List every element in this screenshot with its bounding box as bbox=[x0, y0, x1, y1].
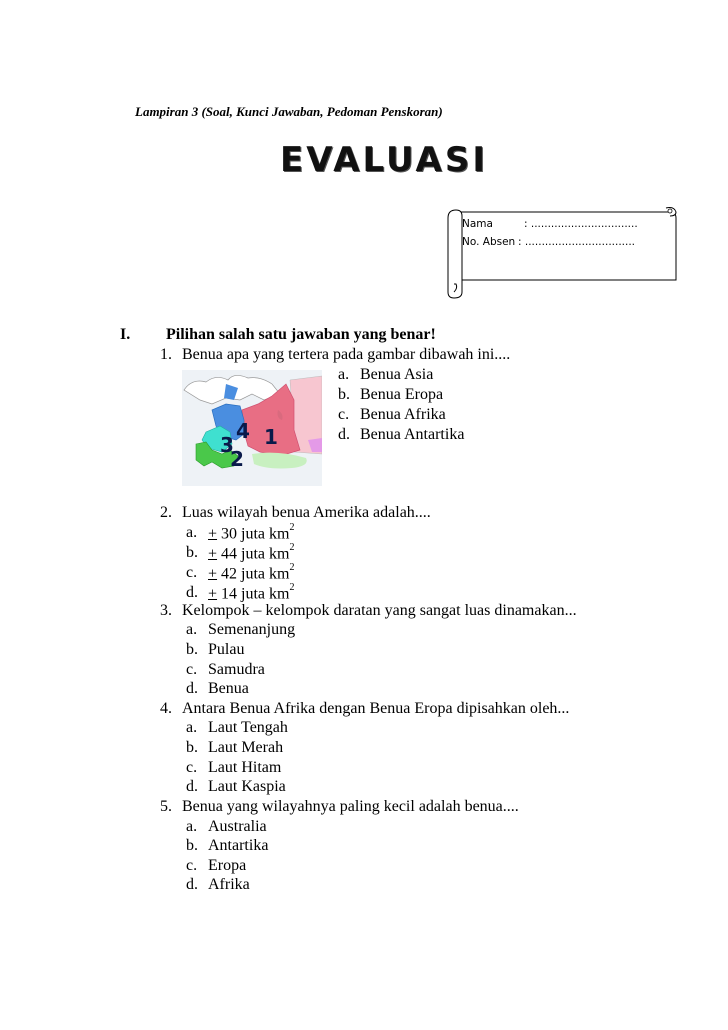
option-text[interactable]: Australia bbox=[208, 818, 267, 835]
option-letter: c. bbox=[186, 759, 198, 776]
option-letter: c. bbox=[338, 406, 350, 423]
option-letter: a. bbox=[186, 621, 198, 638]
option-text[interactable]: Benua Antartika bbox=[360, 426, 465, 443]
option-text[interactable]: Pulau bbox=[208, 641, 245, 658]
option-letter: a. bbox=[186, 818, 198, 835]
question-2-number: 2. bbox=[160, 504, 172, 521]
superscript: 2 bbox=[289, 562, 295, 573]
option-text[interactable]: Laut Kaspia bbox=[208, 778, 286, 795]
absen-field[interactable]: : ................................. bbox=[518, 236, 636, 248]
option-letter: d. bbox=[186, 778, 198, 795]
superscript: 2 bbox=[289, 582, 295, 593]
option-letter: d. bbox=[338, 426, 350, 443]
question-1-number: 1. bbox=[160, 346, 172, 363]
option-text[interactable]: Antartika bbox=[208, 837, 269, 854]
map-label-3: 3 bbox=[220, 433, 234, 457]
option-value: 30 juta km bbox=[217, 525, 290, 543]
option-letter: d. bbox=[186, 584, 198, 601]
page-title: EVALUASI bbox=[279, 140, 488, 180]
option-letter: a. bbox=[186, 719, 198, 736]
option-letter: c. bbox=[186, 564, 198, 581]
option-text[interactable] bbox=[208, 524, 294, 543]
option-text[interactable]: Afrika bbox=[208, 876, 250, 893]
question-3-number: 3. bbox=[160, 602, 172, 619]
option-text[interactable]: Benua Asia bbox=[360, 366, 434, 383]
europe-map bbox=[182, 370, 322, 486]
option-text[interactable]: Benua bbox=[208, 680, 249, 697]
plus-minus-sign: + bbox=[208, 585, 218, 603]
option-letter: a. bbox=[338, 366, 350, 383]
option-text[interactable]: Laut Merah bbox=[208, 739, 284, 756]
question-2-text: Luas wilayah benua Amerika adalah.... bbox=[182, 504, 431, 521]
option-text[interactable] bbox=[208, 564, 294, 583]
option-text[interactable]: Benua Eropa bbox=[360, 386, 444, 403]
option-letter: b. bbox=[338, 386, 350, 403]
plus-minus-sign: + bbox=[208, 565, 218, 583]
nama-field[interactable]: : ................................ bbox=[524, 218, 638, 230]
option-value: 42 juta km bbox=[217, 565, 290, 583]
question-5-number: 5. bbox=[160, 798, 172, 815]
map-label-2: 2 bbox=[230, 447, 244, 471]
scroll-shape bbox=[444, 200, 680, 300]
option-text[interactable]: Benua Afrika bbox=[360, 406, 446, 423]
option-value: 44 juta km bbox=[217, 545, 290, 563]
option-letter: b. bbox=[186, 544, 198, 561]
option-letter: b. bbox=[186, 641, 198, 658]
question-3-text: Kelompok – kelompok daratan yang sangat luas dinamakan... bbox=[182, 602, 577, 619]
option-text[interactable]: Laut Hitam bbox=[208, 759, 282, 776]
plus-minus-sign: + bbox=[208, 545, 218, 563]
superscript: 2 bbox=[289, 542, 295, 553]
option-text[interactable]: Samudra bbox=[208, 661, 265, 678]
absen-label: No. Absen bbox=[462, 236, 516, 248]
europe-map-graphic bbox=[182, 370, 322, 486]
option-text[interactable]: Semenanjung bbox=[208, 621, 296, 638]
question-4-text: Antara Benua Afrika dengan Benua Eropa dipisahkan oleh... bbox=[182, 700, 570, 717]
map-label-1: 1 bbox=[264, 425, 278, 449]
option-letter: a. bbox=[186, 524, 198, 541]
option-letter: b. bbox=[186, 739, 198, 756]
option-text[interactable]: Laut Tengah bbox=[208, 719, 288, 736]
superscript: 2 bbox=[289, 522, 295, 533]
option-letter: c. bbox=[186, 857, 198, 874]
question-4-number: 4. bbox=[160, 700, 172, 717]
question-5-text: Benua yang wilayahnya paling kecil adalah benua.... bbox=[182, 798, 519, 815]
nama-label: Nama bbox=[462, 218, 493, 230]
section-number: I. bbox=[120, 326, 131, 343]
name-scroll-box bbox=[444, 200, 680, 300]
option-text[interactable] bbox=[208, 584, 294, 603]
option-letter: c. bbox=[186, 661, 198, 678]
option-value: 14 juta km bbox=[217, 585, 290, 603]
option-letter: b. bbox=[186, 837, 198, 854]
question-1-text: Benua apa yang tertera pada gambar dibawah ini.... bbox=[182, 346, 511, 363]
lampiran-caption: Lampiran 3 (Soal, Kunci Jawaban, Pedoman Penskoran) bbox=[135, 104, 443, 119]
option-text[interactable]: Eropa bbox=[208, 857, 247, 874]
map-label-4: 4 bbox=[236, 419, 250, 443]
plus-minus-sign: + bbox=[208, 525, 218, 543]
section-title: Pilihan salah satu jawaban yang benar! bbox=[166, 326, 436, 343]
option-text[interactable] bbox=[208, 544, 294, 563]
option-letter: d. bbox=[186, 876, 198, 893]
option-letter: d. bbox=[186, 680, 198, 697]
